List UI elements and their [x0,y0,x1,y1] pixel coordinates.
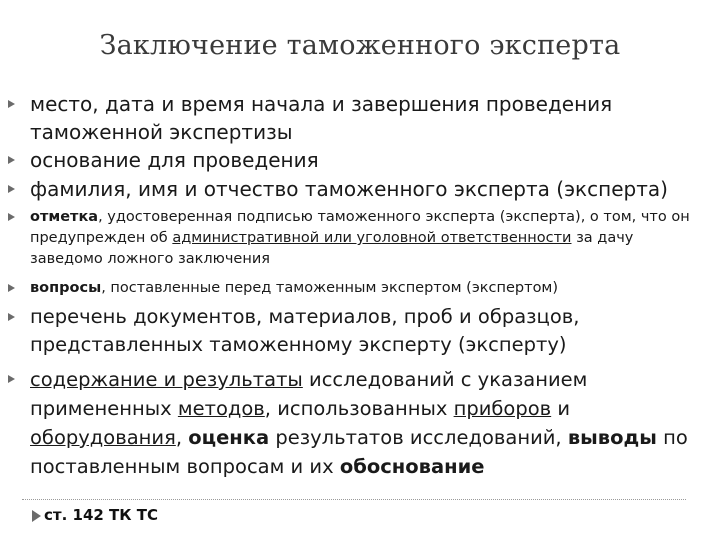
bold-term: выводы [567,426,657,449]
triangle-bullet-icon [8,185,15,193]
list-item-text [30,278,708,299]
list-item-documents [8,303,708,359]
list-item-content-results [8,365,708,481]
footer-text: ст. 142 ТК ТС [44,506,158,524]
text-segment: , удостоверенная подписью таможенного эксперта (эксперта), о том, что он предупрежден об [30,209,690,246]
underlined-term: административной или уголовной ответственности [172,230,572,246]
list-item-basis [8,146,708,174]
text-segment: , [175,426,189,449]
list-item-text: основание для проведения [30,148,319,172]
list-item-text: перечень документов, материалов, проб и образцов, представленных таможенному эксперту (эксперту) [30,305,580,356]
text-segment: по поставленным вопросам и их [30,426,688,478]
text-segment: за дачу заведомо ложного заключения [30,230,634,267]
triangle-bullet-icon [8,375,15,383]
bold-term: отметка [30,209,99,225]
text-segment: , использованных [264,397,454,420]
list-item-mark [8,207,708,270]
list-item-questions [8,278,708,299]
triangle-bullet-icon [8,284,15,292]
bold-term: обоснование [339,455,485,478]
underlined-term: оборудования [30,426,176,449]
slide-title: Заключение таможенного эксперта [99,30,621,61]
footer-reference [32,506,158,524]
footer-divider [22,499,686,500]
bold-term: оценка [188,426,270,449]
list-item-text [30,207,708,270]
list-item-text: место, дата и время начала и завершения проведения таможенной экспертизы [30,92,613,144]
text-segment: исследований с указанием примененных [30,368,588,420]
underlined-term: методов [177,397,265,420]
triangle-bullet-icon [8,213,15,221]
bold-term: вопросы [30,280,102,296]
list-item-text [30,365,708,481]
triangle-bullet-icon [8,313,15,321]
list-item-place-date-time [8,90,708,146]
list-item-expert-name [8,175,708,203]
triangle-arrow-icon [32,510,41,522]
triangle-bullet-icon [8,100,15,108]
underlined-term: содержание и результаты [30,368,303,391]
text-segment: , поставленные перед таможенным экспертом (экспертом) [101,280,559,296]
underlined-term: приборов [453,397,552,420]
text-segment: и [551,397,571,420]
list-item-text: фамилия, имя и отчество таможенного эксперта (эксперта) [30,177,668,201]
text-segment: результатов исследований, [269,426,568,449]
triangle-bullet-icon [8,156,15,164]
